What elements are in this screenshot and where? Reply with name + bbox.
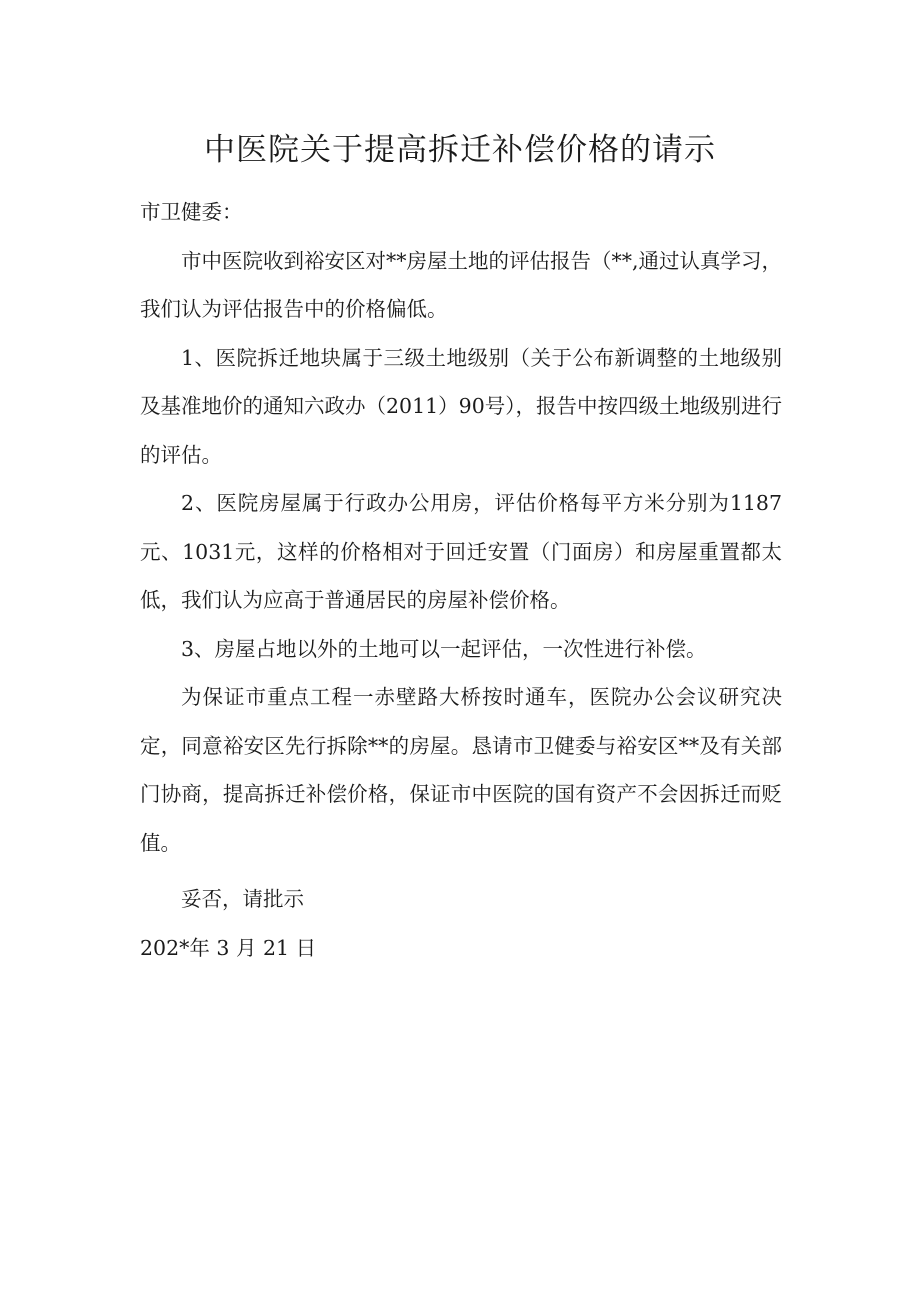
paragraph-intro: 市中医院收到裕安区对**房屋土地的评估报告（**,通过认真学习，我们认为评估报告中的价格偏低。	[140, 248, 783, 321]
document-body	[140, 188, 782, 972]
document-date: 202*年 3 月 21 日	[140, 935, 317, 960]
paragraph-request: 为保证市重点工程一赤壁路大桥按时通车，医院办公会议研究决定，同意裕安区先行拆除**的房屋。恳请市卫健委与裕安区**及有关部门协商，提高拆迁补偿价格，保证市中医院的国有资产不会因拆迁而贬值。	[140, 685, 782, 855]
document-title: 中医院关于提高拆迁补偿价格的请示	[204, 132, 716, 168]
closing-line: 妥否，请批示	[181, 887, 304, 911]
paragraph-point-2: 2、医院房屋属于行政办公用房，评估价格每平方米分别为1187元、1031元，这样的价格相对于回迁安置（门面房）和房屋重置都太低，我们认为应高于普通居民的房屋补偿价格。	[140, 491, 782, 612]
salutation: 市卫健委：	[140, 200, 243, 224]
paragraph-point-1: 1、医院拆迁地块属于三级土地级别（关于公布新调整的土地级别及基准地价的通知六政办（2011）90号），报告中按四级土地级别进行的评估。	[140, 345, 783, 467]
paragraph-point-3: 3、房屋占地以外的土地可以一起评估，一次性进行补偿。	[181, 636, 707, 661]
